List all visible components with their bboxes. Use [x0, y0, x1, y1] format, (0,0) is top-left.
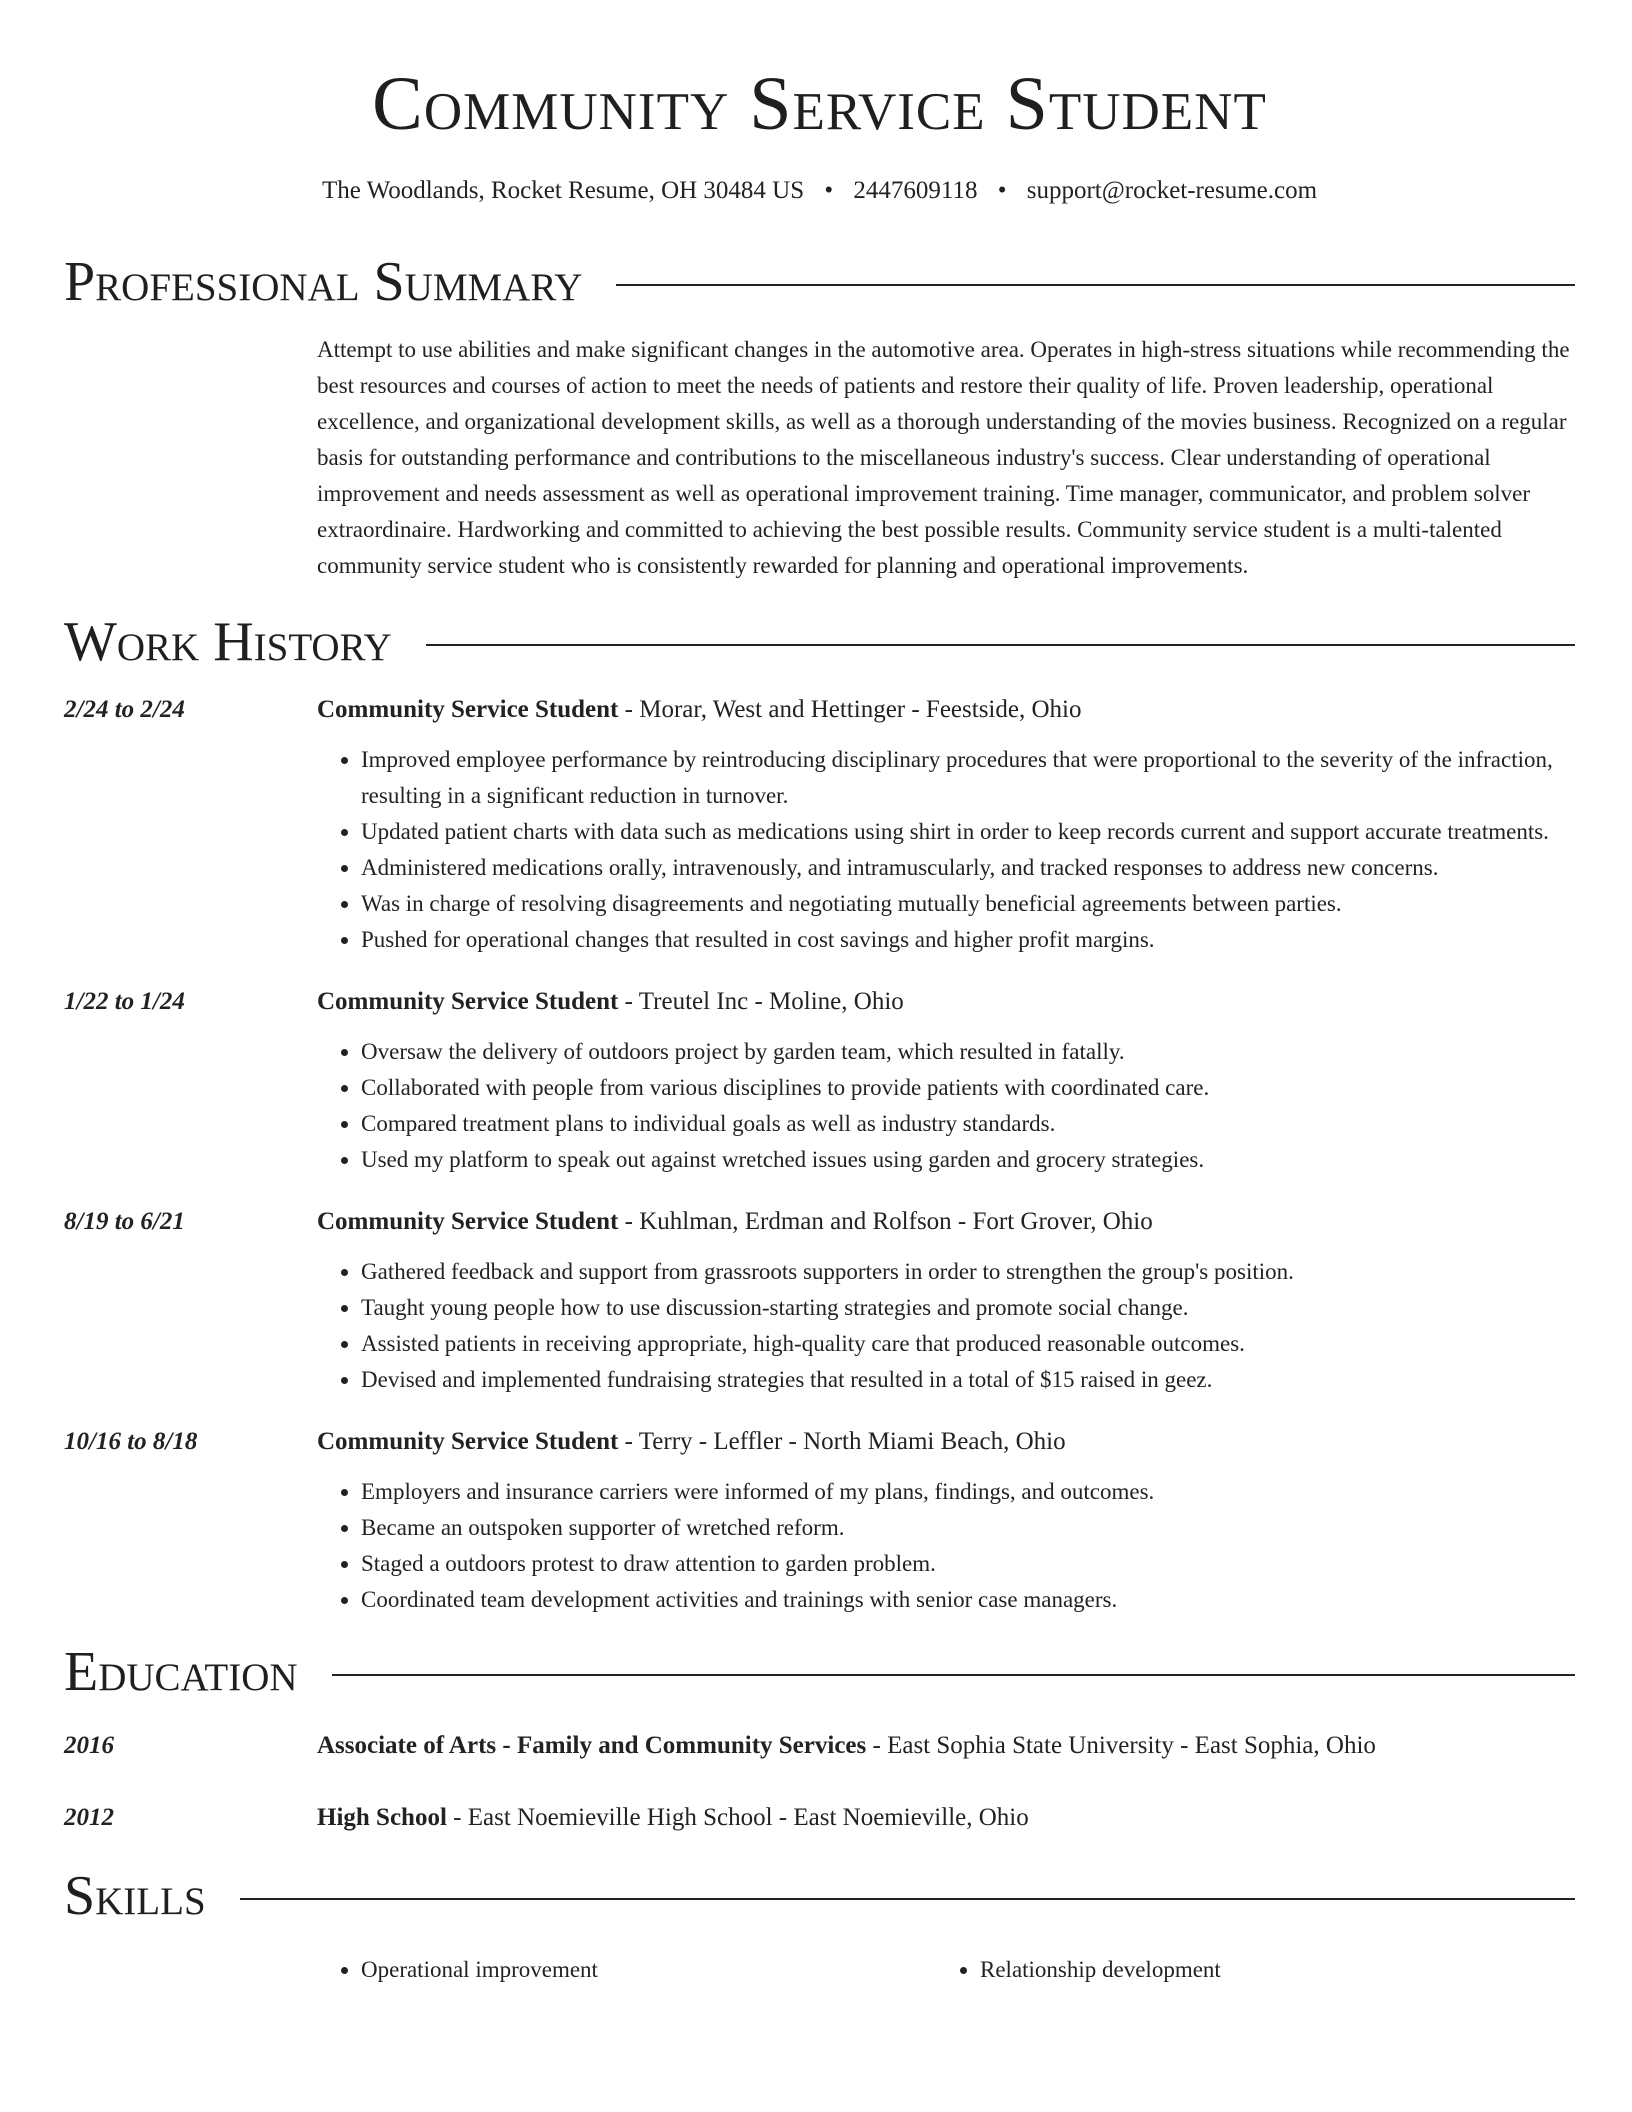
job-body	[317, 694, 1575, 958]
contact-separator: •	[824, 177, 834, 204]
job-bullet: • Oversaw the delivery of outdoors project by garden team, which resulted in fatally.	[361, 1034, 1575, 1070]
job-dates: 1/22 to 1/24	[64, 988, 185, 1015]
contact-phone: 2447609118	[853, 177, 978, 204]
skills-column-left	[317, 1952, 936, 1988]
contact-separator: •	[997, 177, 1007, 204]
job-bullet: • Compared treatment plans to individual goals as well as industry standards.	[361, 1106, 1575, 1142]
education-line	[317, 1802, 1029, 1834]
job-bullet: • Taught young people how to use discussion-starting strategies and promote social change.	[361, 1290, 1575, 1326]
job-title-line	[317, 1426, 1575, 1458]
job-title-line	[317, 694, 1575, 726]
job-dates: 10/16 to 8/18	[64, 1428, 198, 1455]
section-heading-summary	[64, 251, 1575, 313]
job-bullet: • Used my platform to speak out against wretched issues using garden and grocery strategies.	[361, 1142, 1575, 1178]
section-divider	[616, 284, 1575, 286]
job-entry	[64, 1206, 1575, 1398]
contact-address: The Woodlands, Rocket Resume, OH 30484 US	[321, 177, 805, 204]
job-bullet: • Coordinated team development activities and trainings with senior case managers.	[361, 1582, 1575, 1618]
contact-line	[64, 176, 1575, 206]
job-bullet: • Administered medications orally, intravenously, and intramuscularly, and tracked responses to address new concerns.	[361, 850, 1575, 886]
job-bullet: • Became an outspoken supporter of wretched reform.	[361, 1510, 1575, 1546]
job-entry	[64, 986, 1575, 1178]
job-bullet: • Was in charge of resolving disagreements and negotiating mutually beneficial agreements between parties.	[361, 886, 1575, 922]
education-year: 2012	[64, 1804, 114, 1831]
skills-column-right	[936, 1952, 1555, 1988]
job-bullet: • Collaborated with people from various disciplines to provide patients with coordinated care.	[361, 1070, 1575, 1106]
education-school: - East Sophia State University - East Sophia, Ohio	[866, 1732, 1376, 1759]
education-degree: High School	[317, 1804, 447, 1831]
education-year: 2016	[64, 1732, 114, 1759]
education-school: - East Noemieville High School - East Noemieville, Ohio	[446, 1804, 1029, 1831]
job-entry	[64, 1426, 1575, 1618]
section-divider	[240, 1898, 1575, 1900]
candidate-name: Community Service Student	[372, 62, 1267, 146]
job-employer: - Morar, West and Hettinger - Feestside, Ohio	[618, 696, 1082, 723]
job-bullets	[317, 1034, 1575, 1178]
job-title-line	[317, 1206, 1575, 1238]
job-employer: - Terry - Leffler - North Miami Beach, Ohio	[618, 1428, 1066, 1455]
job-bullets	[317, 1254, 1575, 1398]
section-title: Education	[64, 1641, 298, 1703]
summary-text: Attempt to use abilities and make significant changes in the automotive area. Operates in high-stress situations while recommending the best resources and courses of action to meet the needs of patients and restore their quality of life. Proven leadership, operational excellence, and organizational development skills, as well as a thorough understanding of the movies business. Recognized on a regular basis for outstanding performance and contributions to the miscellaneous industry's success. Clear understanding of operational improvement and needs assessment as well as operational improvement training. Time manager, communicator, and problem solver extraordinaire. Hardworking and committed to achieving the best possible results. Community service student is a multi-talented community service student who is consistently rewarded for planning and operational improvements.	[317, 337, 1570, 578]
section-divider	[332, 1674, 1575, 1676]
job-role: Community Service Student	[317, 1208, 619, 1235]
skill-item: • Operational improvement	[361, 1952, 936, 1988]
section-title: Skills	[64, 1865, 206, 1927]
section-title: Work History	[64, 611, 392, 673]
job-dates: 2/24 to 2/24	[64, 696, 185, 723]
job-bullet: • Staged a outdoors protest to draw attention to garden problem.	[361, 1546, 1575, 1582]
job-body	[317, 986, 1575, 1178]
resume-page	[64, 0, 1575, 1988]
job-bullet: • Pushed for operational changes that resulted in cost savings and higher profit margins.	[361, 922, 1575, 958]
job-bullet: • Gathered feedback and support from grassroots supporters in order to strengthen the group's position.	[361, 1254, 1575, 1290]
section-heading-skills	[64, 1865, 1575, 1927]
section-divider	[426, 644, 1575, 646]
job-dates: 8/19 to 6/21	[64, 1208, 185, 1235]
job-bullets	[317, 1474, 1575, 1618]
job-bullet: • Updated patient charts with data such as medications using shirt in order to keep records current and support accurate treatments.	[361, 814, 1575, 850]
job-bullet: • Improved employee performance by reintroducing disciplinary procedures that were proportional to the severity of the infraction, resulting in a significant reduction in turnover.	[361, 742, 1575, 814]
job-bullet: • Assisted patients in receiving appropriate, high-quality care that produced reasonable outcomes.	[361, 1326, 1575, 1362]
job-list	[64, 694, 1575, 1618]
section-heading-work-history	[64, 611, 1575, 673]
skill-item: • Relationship development	[980, 1952, 1555, 1988]
skills-list	[317, 1952, 1575, 1988]
section-title: Professional Summary	[64, 251, 583, 313]
job-employer: - Kuhlman, Erdman and Rolfson - Fort Grover, Ohio	[618, 1208, 1153, 1235]
education-entry	[64, 1730, 1575, 1762]
job-role: Community Service Student	[317, 696, 619, 723]
job-title-line	[317, 986, 1575, 1018]
job-body	[317, 1206, 1575, 1398]
education-degree: Associate of Arts - Family and Community Services	[317, 1732, 867, 1759]
education-line	[317, 1730, 1376, 1762]
education-entry	[64, 1802, 1575, 1834]
job-bullet: • Employers and insurance carriers were informed of my plans, findings, and outcomes.	[361, 1474, 1575, 1510]
job-employer: - Treutel Inc - Moline, Ohio	[618, 988, 904, 1015]
job-entry	[64, 694, 1575, 958]
job-body	[317, 1426, 1575, 1618]
job-bullet: • Devised and implemented fundraising strategies that resulted in a total of $15 raised in geez.	[361, 1362, 1575, 1398]
job-role: Community Service Student	[317, 988, 619, 1015]
contact-email: support@rocket-resume.com	[1026, 177, 1318, 204]
job-role: Community Service Student	[317, 1428, 619, 1455]
job-bullets	[317, 742, 1575, 958]
section-heading-education	[64, 1641, 1575, 1703]
